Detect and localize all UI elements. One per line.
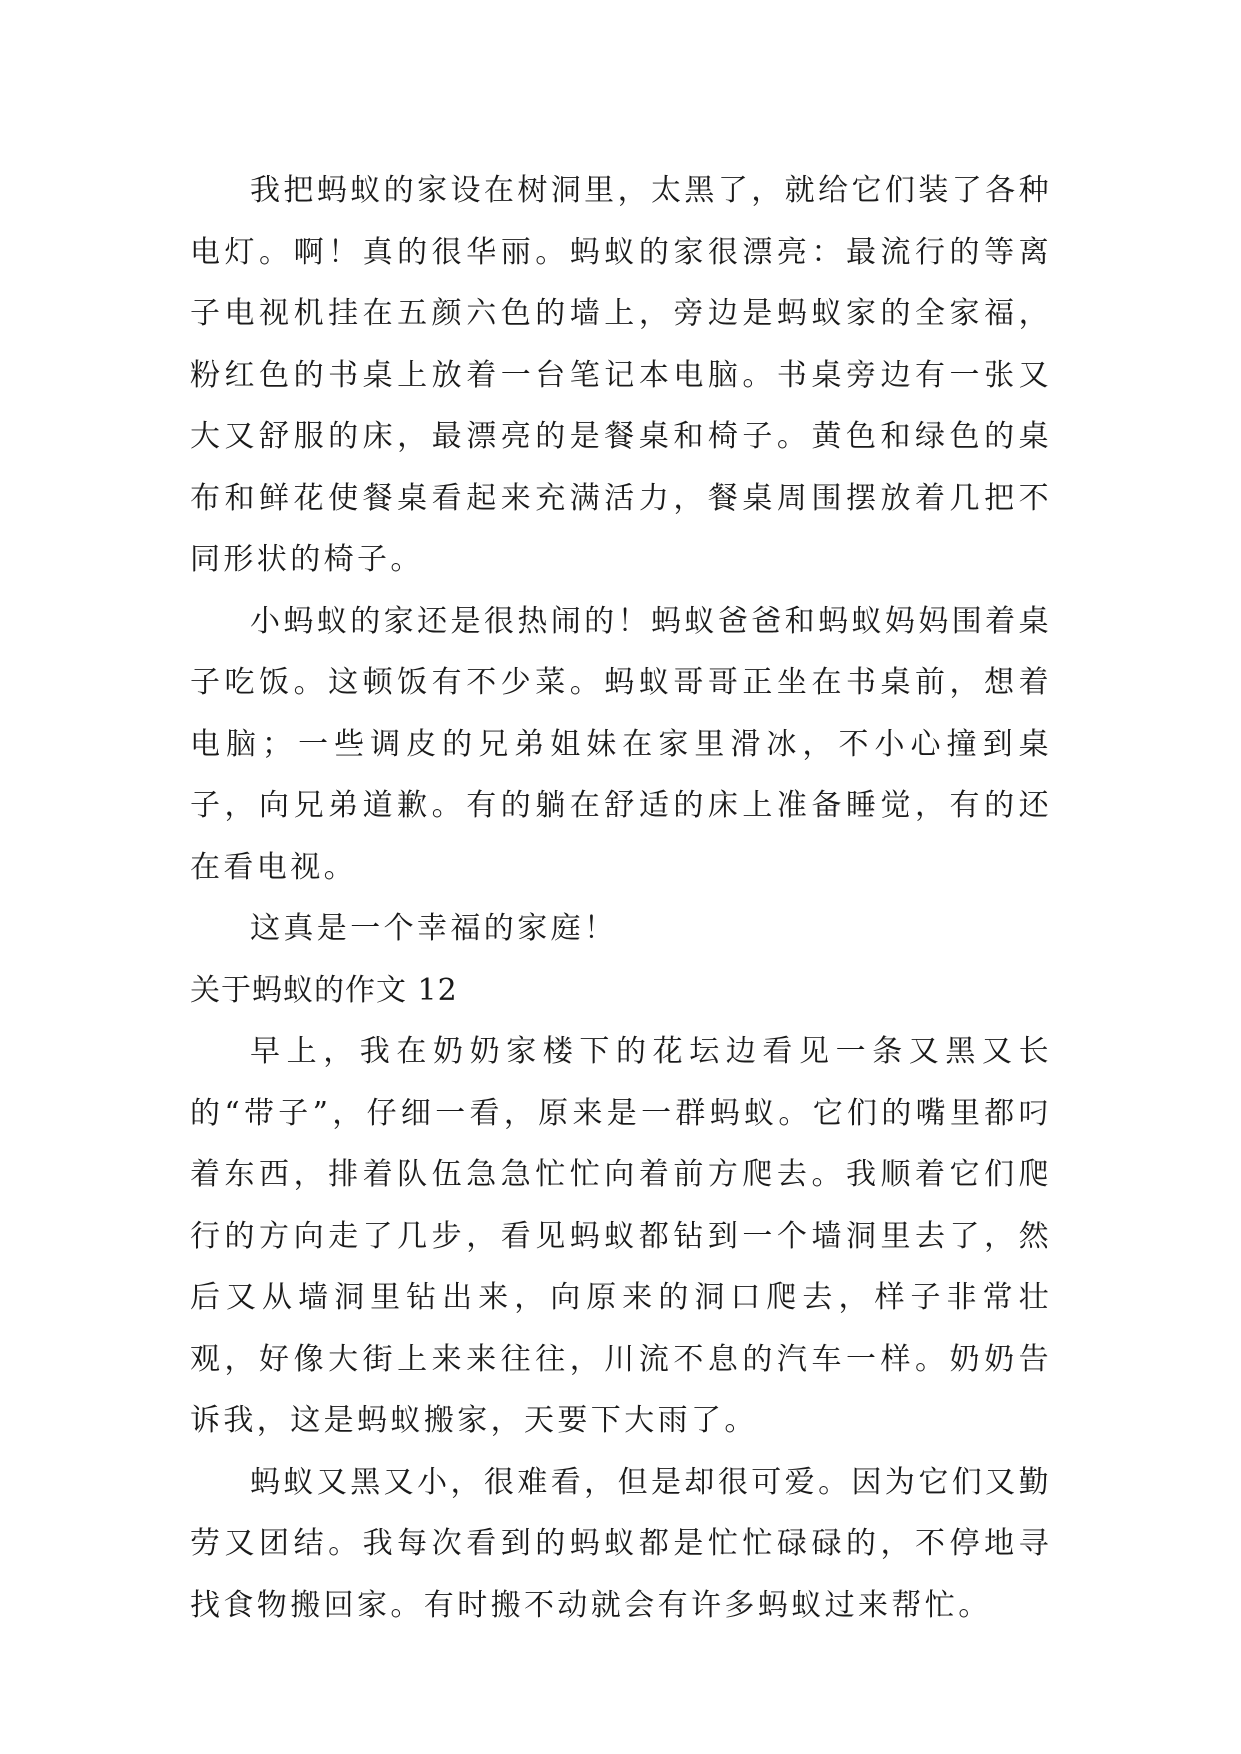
paragraph-ants-moving-house: 早上，我在奶奶家楼下的花坛边看见一条又黑又长的“带子”，仔细一看，原来是一群蚂蚁。它们的嘴里都叼着东西，排着队伍急急忙忙向着前方爬去。我顺着它们爬行的方向走了几步，看见蚂蚁都钻到一个墙洞里去了，然后又从墙洞里钻出来，向原来的洞口爬去，样子非常壮观，好像大街上来来往往，川流不息的汽车一样。奶奶告诉我，这是蚂蚁搬家，天要下大雨了。 (190, 1034, 1052, 1438)
paragraph-ant-home-lively: 小蚂蚁的家还是很热闹的！蚂蚁爸爸和蚂蚁妈妈围着桌子吃饭。这顿饭有不少菜。蚂蚁哥哥正坐在书桌前，想着电脑；一些调皮的兄弟姐妹在家里滑冰，不小心撞到桌子，向兄弟道歉。有的躺在舒适的床上准备睡觉，有的还在看电视。 (190, 603, 1052, 885)
paragraph-ant-home-description: 我把蚂蚁的家设在树洞里，太黑了，就给它们装了各种电灯。啊！真的很华丽。蚂蚁的家很漂亮：最流行的等离子电视机挂在五颜六色的墙上，旁边是蚂蚁家的全家福，粉红色的书桌上放着一台笔记本电脑。书桌旁边有一张又大又舒服的床，最漂亮的是餐桌和椅子。黄色和绿色的桌布和鲜花使餐桌看起来充满活力，餐桌周围摆放着几把不同形状的椅子。 (190, 173, 1052, 577)
paragraph-ants-hardworking: 蚂蚁又黑又小，很难看，但是却很可爱。因为它们又勤劳又团结。我每次看到的蚂蚁都是忙忙碌碌的，不停地寻找食物搬回家。有时搬不动就会有许多蚂蚁过来帮忙。 (190, 1464, 1052, 1623)
section-heading: 关于蚂蚁的作文 12 (190, 972, 458, 1008)
document-body (190, 160, 1052, 1636)
paragraph-happy-family: 这真是一个幸福的家庭！ (250, 911, 618, 946)
